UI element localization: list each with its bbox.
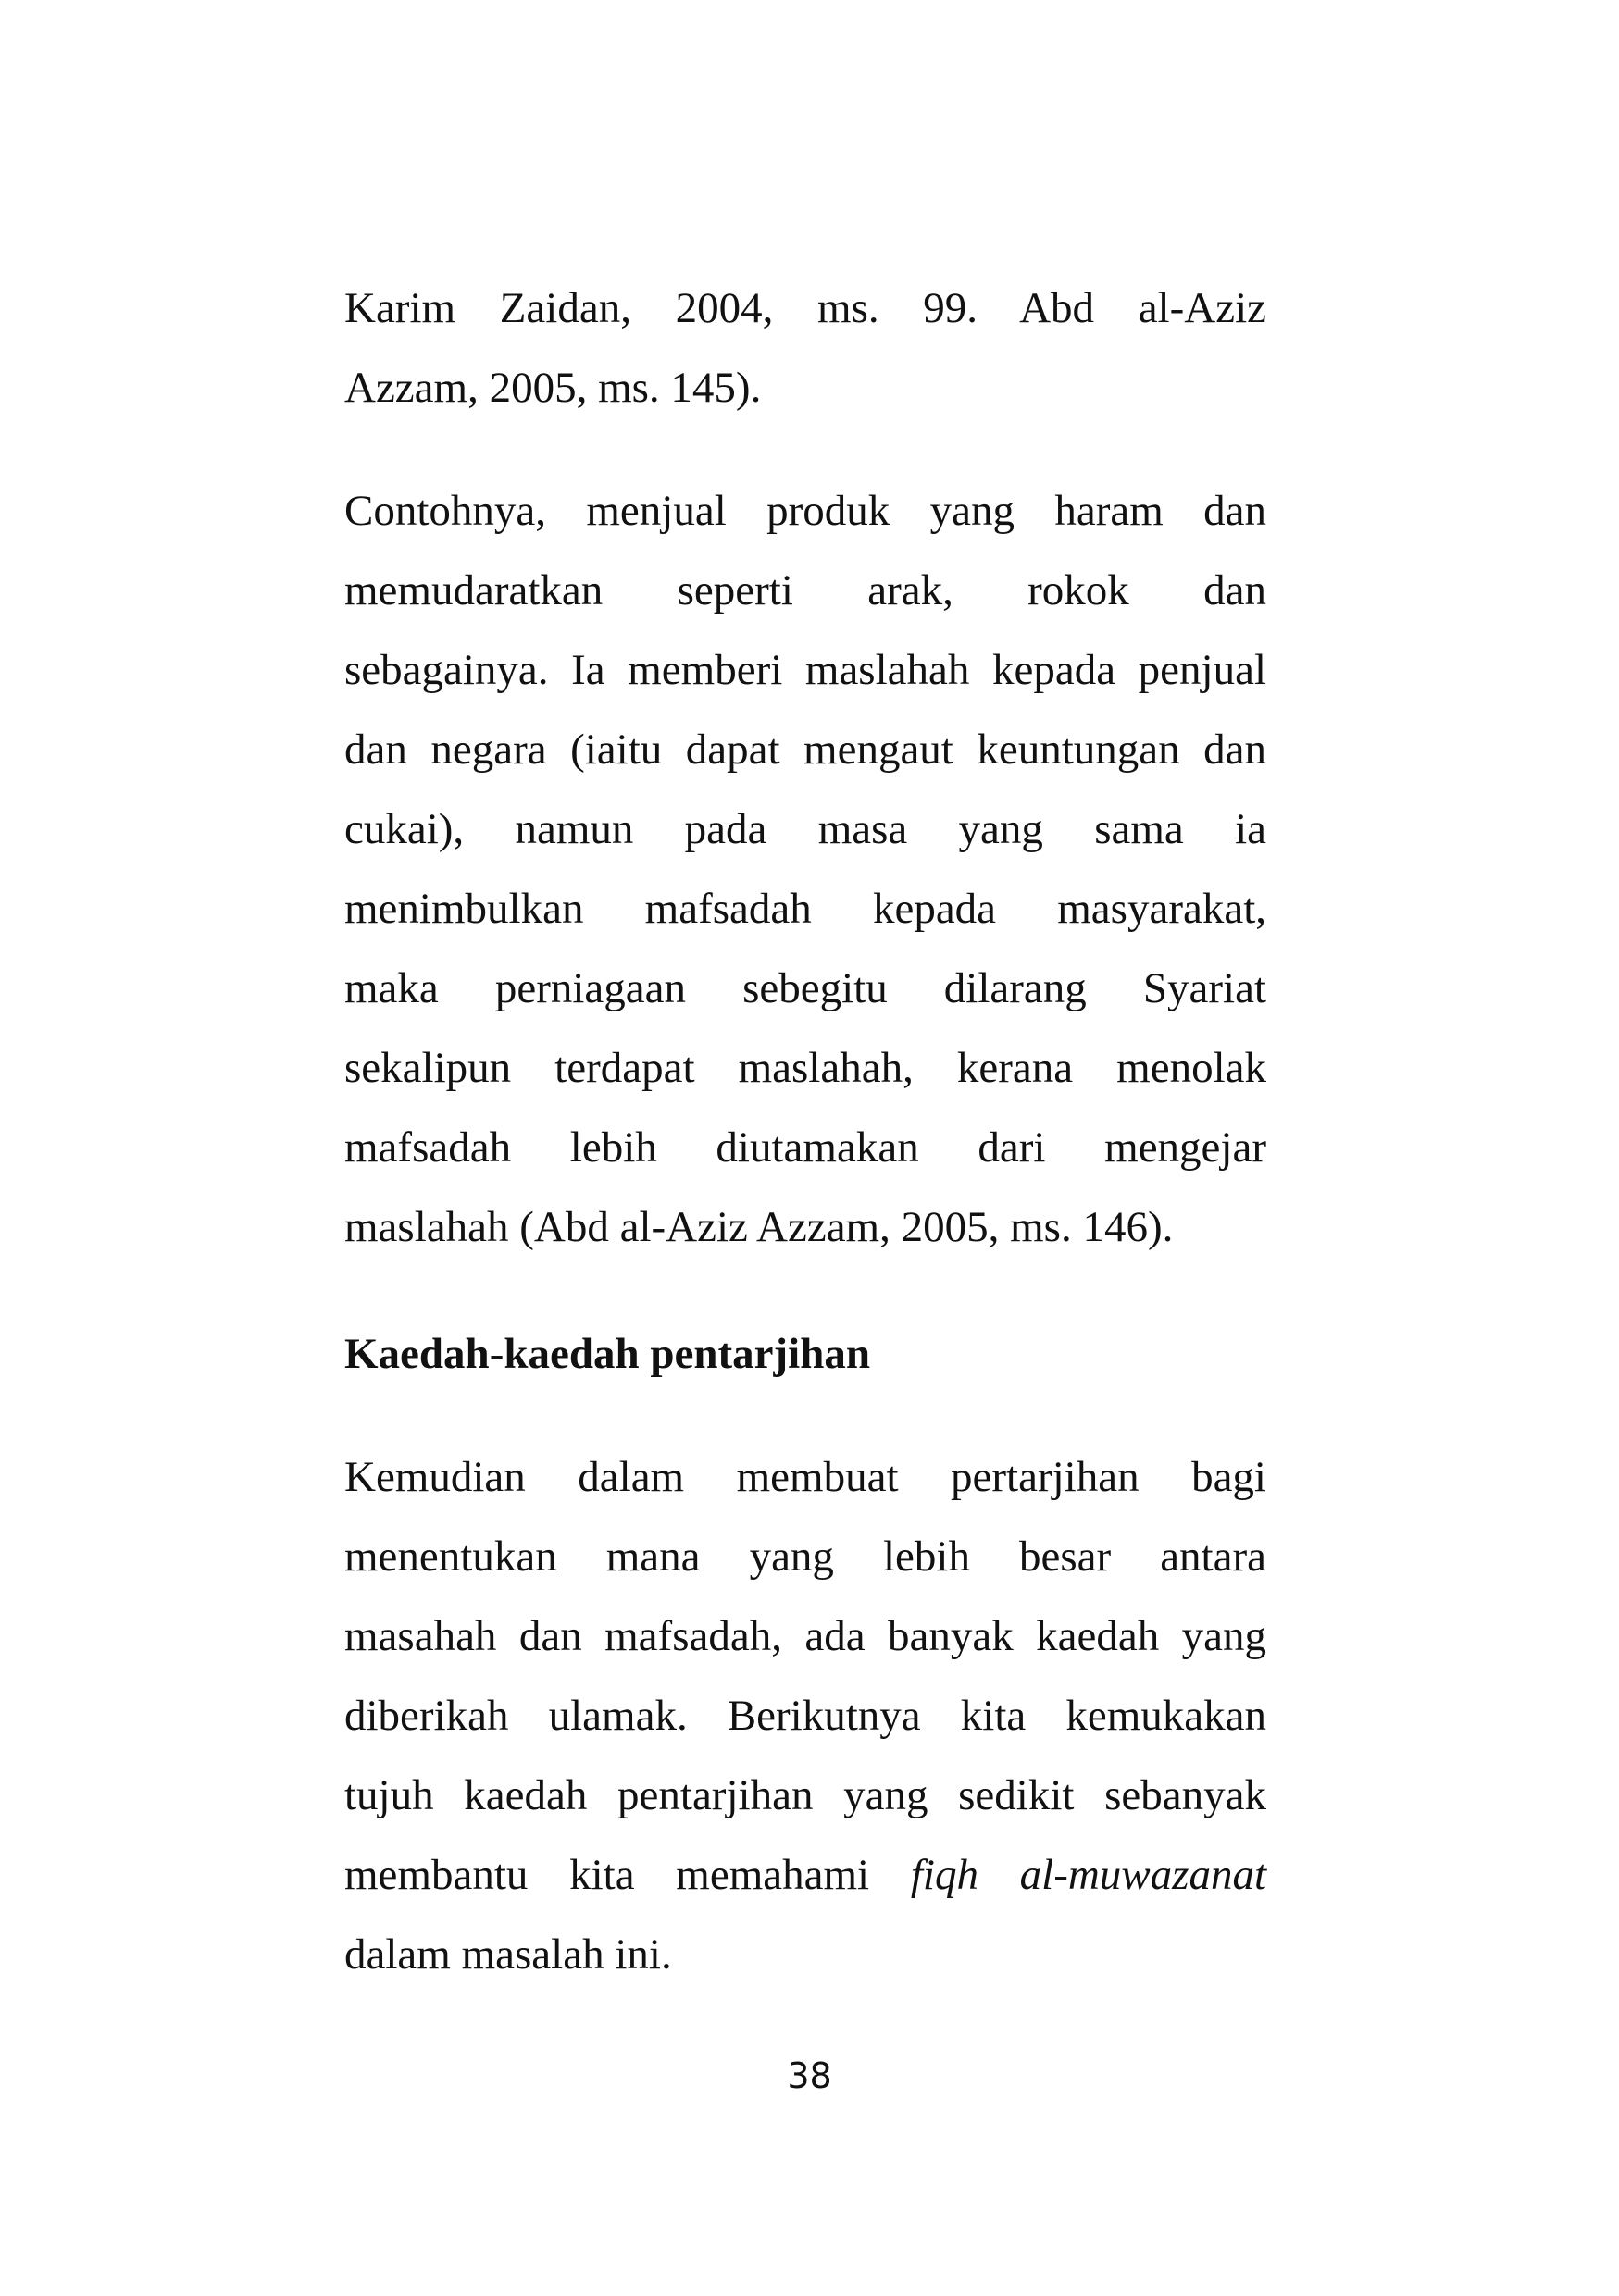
text-line: mafsadah lebih diutamakan dari mengejar (344, 1123, 1266, 1172)
text-line: sekalipun terdapat maslahah, kerana menolak (344, 1044, 1266, 1092)
text-line: menentukan mana yang lebih besar antara (344, 1533, 1266, 1581)
text-line: Azzam, 2005, ms. 145). (344, 364, 762, 412)
text-line: Kemudian dalam membuat pertarjihan bagi (344, 1453, 1266, 1501)
italic-term: fiqh al-muwazanat (910, 1851, 1266, 1899)
section-heading: Kaedah-kaedah pentarjihan (344, 1330, 871, 1378)
text-line: diberikah ulamak. Berikutnya kita kemukakan (344, 1692, 1266, 1740)
paragraph-kaedah-intro (344, 1437, 1266, 1994)
text-line: maslahah (Abd al-Aziz Azzam, 2005, ms. 146). (344, 1203, 1174, 1251)
text-line: menimbulkan mafsadah kepada masyarakat, (344, 885, 1266, 933)
page-number: 38 (787, 2055, 832, 2096)
text-line: dalam masalah ini. (344, 1930, 672, 1979)
text-line-mixed (344, 1835, 1266, 1915)
text-line: dan negara (iaitu dapat mengaut keuntungan dan (344, 726, 1266, 774)
text-line: memudaratkan seperti arak, rokok dan (344, 566, 1266, 614)
text-line: maka perniagaan sebegitu dilarang Syariat (344, 964, 1266, 1012)
text-line-prefix: membantu kita memahami (344, 1851, 870, 1899)
paragraph-example (344, 471, 1266, 1267)
text-line: sebagainya. Ia memberi maslahah kepada penjual (344, 646, 1266, 694)
text-line: masahah dan mafsadah, ada banyak kaedah yang (344, 1612, 1266, 1660)
text-line: cukai), namun pada masa yang sama ia (344, 805, 1266, 853)
text-line: Karim Zaidan, 2004, ms. 99. Abd al-Aziz (344, 284, 1266, 332)
text-line: Contohnya, menjual produk yang haram dan (344, 487, 1266, 535)
paragraph-citation-continuation (344, 268, 1266, 428)
text-line: tujuh kaedah pentarjihan yang sedikit sebanyak (344, 1771, 1266, 1819)
